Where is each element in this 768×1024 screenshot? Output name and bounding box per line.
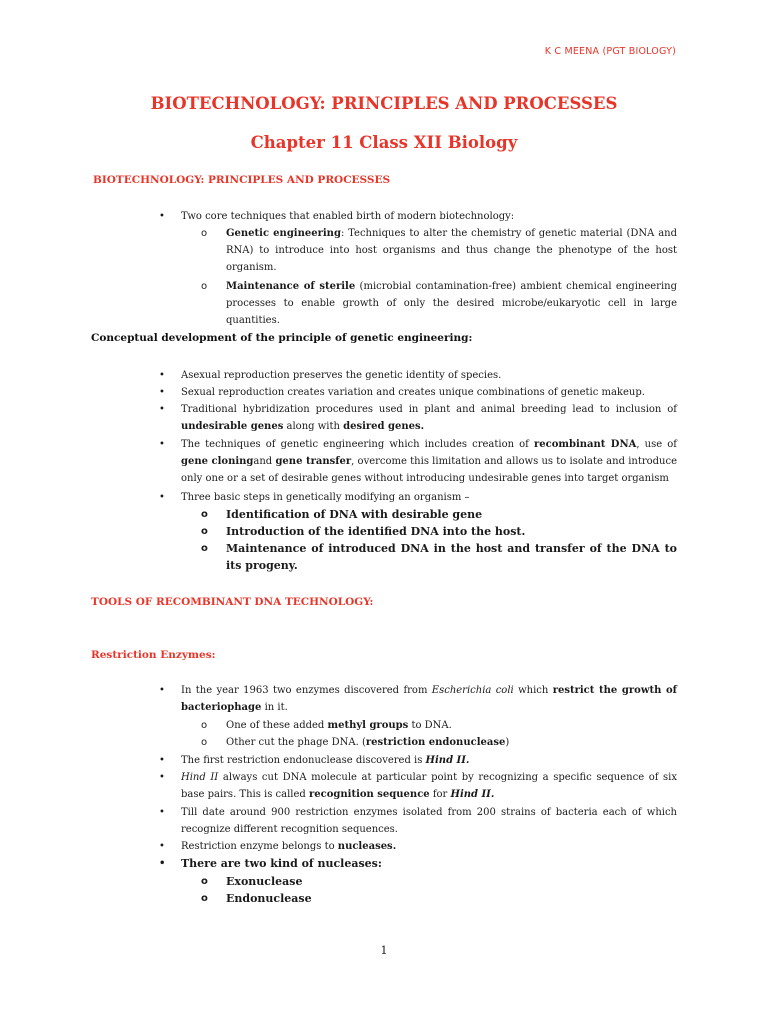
list-item: o Other cut the phage DNA. (restriction endonuclease) xyxy=(201,737,510,748)
list-item: • Sexual reproduction creates variation and creates unique combinations of genetic makeup. xyxy=(159,387,645,398)
list-item: o Genetic engineering: Techniques to alter the chemistry of genetic material (DNA and RNA) to introduce into host organisms and thus change the phenotype of the host organism. xyxy=(201,228,677,273)
list-item: • There are two kind of nucleases: xyxy=(159,857,382,870)
list-item: • Restriction enzyme belongs to nucleases. xyxy=(159,841,397,852)
list-item: o Introduction of the identified DNA into the host. xyxy=(201,525,526,538)
section-heading-conceptual: Conceptual development of the principle of genetic engineering: xyxy=(91,332,473,344)
list-item: • Two core techniques that enabled birth of modern biotechnology: xyxy=(159,211,515,222)
list-item: • The techniques of genetic engineering which includes creation of recombinant DNA, use of gene cloningand gene transfer, overcome this limitation and allows us to isolate and introduce only one or a set of desirable genes without introducing undesirable genes into target organism xyxy=(159,439,678,484)
list-item: o Maintenance of sterile (microbial contamination-free) ambient chemical engineering processes to enable growth of only the desired microbe/eukaryotic cell in large quantities. xyxy=(201,281,677,326)
section-heading-biotech: BIOTECHNOLOGY: PRINCIPLES AND PROCESSES xyxy=(93,174,391,186)
list-item: • Three basic steps in genetically modifying an organism – xyxy=(159,492,470,503)
document-subtitle: Chapter 11 Class XII Biology xyxy=(250,133,518,152)
list-item: o One of these added methyl groups to DNA. xyxy=(201,720,452,731)
list-item: • The first restriction endonuclease discovered is Hind II. xyxy=(159,755,470,766)
section-heading-restriction-enzymes: Restriction Enzymes: xyxy=(91,649,216,661)
list-item: • Asexual reproduction preserves the genetic identity of species. xyxy=(159,370,502,381)
list-item: • Hind II always cut DNA molecule at particular point by recognizing a specific sequence of six base pairs. This is called recognition sequence for Hind II. xyxy=(159,772,677,800)
page-number: 1 xyxy=(380,944,388,957)
list-item: o Endonuclease xyxy=(201,892,312,905)
list-item: • Traditional hybridization procedures used in plant and animal breeding lead to inclusion of undesirable genes along with desired genes. xyxy=(159,404,677,432)
section-heading-tools: TOOLS OF RECOMBINANT DNA TECHNOLOGY: xyxy=(91,596,374,608)
author-label: K C MEENA (PGT BIOLOGY) xyxy=(544,46,676,57)
document-title: BIOTECHNOLOGY: PRINCIPLES AND PROCESSES xyxy=(150,94,618,113)
list-item: o Identification of DNA with desirable gene xyxy=(201,508,483,521)
list-item: • Till date around 900 restriction enzymes isolated from 200 strains of bacteria each of which recognize different recognition sequences. xyxy=(159,807,677,835)
list-item: o Maintenance of introduced DNA in the host and transfer of the DNA to its progeny. xyxy=(201,542,677,572)
list-item: o Exonuclease xyxy=(201,875,303,888)
list-item: • In the year 1963 two enzymes discovered from Escherichia coli which restrict the growth of bacteriophage in it. xyxy=(159,685,677,713)
